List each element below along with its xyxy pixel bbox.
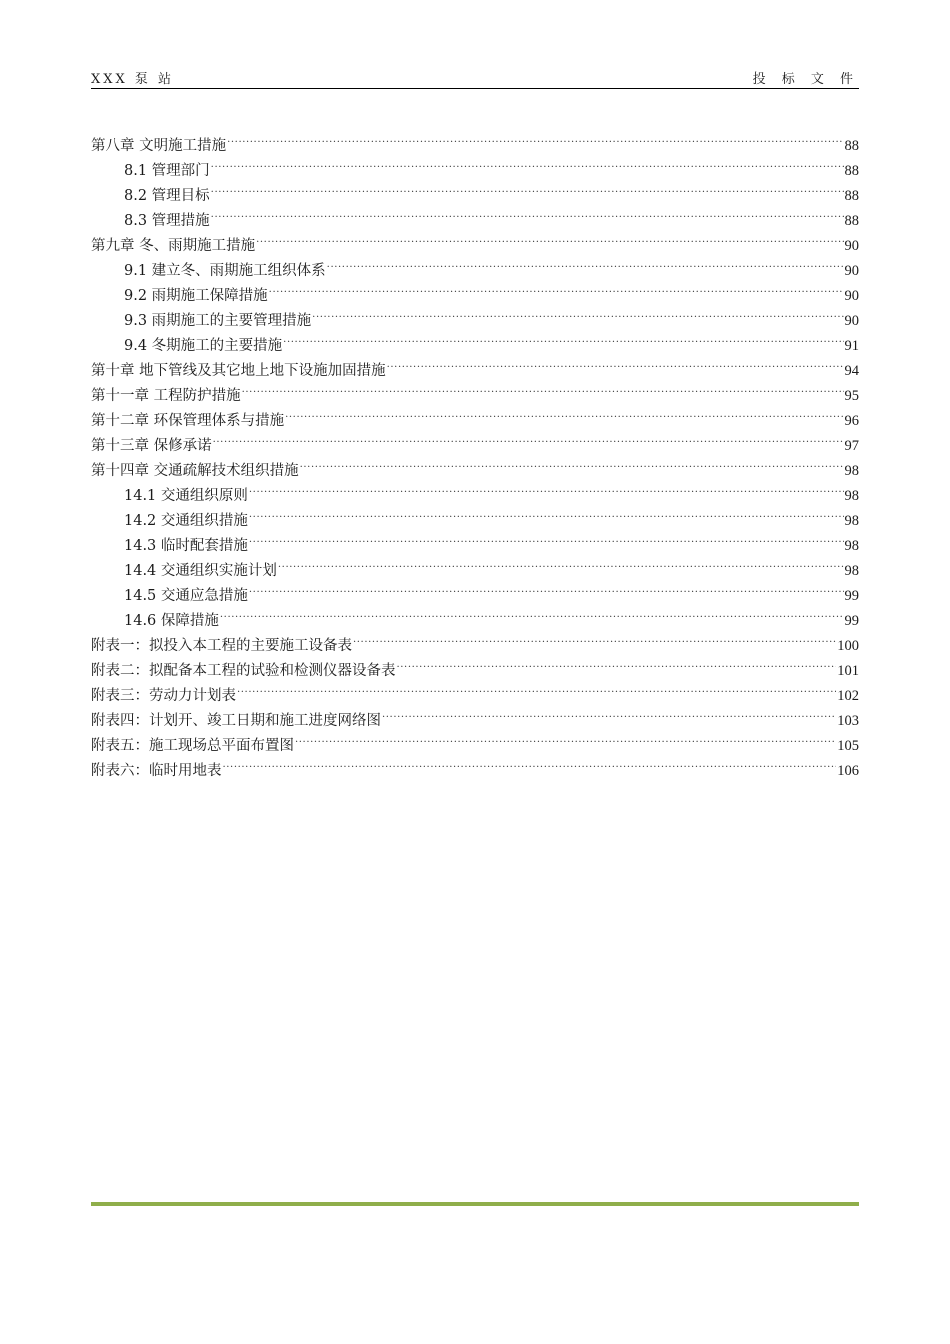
- toc-entry-title: 8.2 管理目标: [124, 188, 210, 204]
- toc-page-number: 88: [844, 188, 859, 204]
- toc-dot-leader: [382, 700, 836, 725]
- toc-entry-title: 第十三章 保修承诺: [91, 438, 212, 454]
- toc-page-number: 98: [844, 513, 859, 529]
- toc-page-number: 94: [844, 363, 859, 379]
- toc-dot-leader: [300, 450, 844, 475]
- toc-page-number: 100: [837, 638, 859, 654]
- toc-dot-leader: [397, 650, 837, 675]
- toc-dot-leader: [256, 225, 843, 250]
- toc-entry-title: 附表四：计划开、竣工日期和施工进度网络图: [91, 713, 381, 729]
- toc-page-number: 91: [844, 338, 859, 354]
- toc-entry-title: 9.3 雨期施工的主要管理措施: [124, 313, 312, 329]
- toc-page-number: 103: [837, 713, 859, 729]
- toc-entry-title: 14.6 保障措施: [124, 613, 219, 629]
- toc-page-number: 90: [844, 263, 859, 279]
- page-header: [91, 66, 859, 89]
- toc-page-number: 102: [837, 688, 859, 704]
- toc-entry-title: 8.1 管理部门: [124, 163, 210, 179]
- header-document-type: 投 标 文 件: [752, 72, 859, 87]
- toc-dot-leader: [327, 250, 844, 275]
- toc-dot-leader: [227, 125, 843, 150]
- toc-entry-title: 第十二章 环保管理体系与措施: [91, 413, 285, 429]
- toc-entry-title: 附表六：临时用地表: [91, 763, 222, 779]
- toc-entry-title: 附表三：劳动力计划表: [91, 688, 236, 704]
- toc-page-number: 98: [844, 463, 859, 479]
- toc-entry-title: 附表一：拟投入本工程的主要施工设备表: [91, 638, 352, 654]
- toc-entry-title: 第八章 文明施工措施: [91, 138, 227, 154]
- toc-page-number: 105: [837, 738, 859, 754]
- toc-page-number: 90: [844, 288, 859, 304]
- toc-page-number: 88: [844, 138, 859, 154]
- toc-entry-title: 14.2 交通组织措施: [124, 513, 248, 529]
- toc-dot-leader: [249, 525, 844, 550]
- toc-entry-title: 第十章 地下管线及其它地上地下设施加固措施: [91, 363, 386, 379]
- toc-dot-leader: [223, 750, 837, 775]
- toc-dot-leader: [295, 725, 836, 750]
- toc-entry-title: 14.5 交通应急措施: [124, 588, 248, 604]
- toc-entry-title: 14.3 临时配套措施: [124, 538, 248, 554]
- toc-dot-leader: [283, 325, 843, 350]
- toc-dot-leader: [237, 675, 836, 700]
- toc-dot-leader: [312, 300, 843, 325]
- toc-page-number: 88: [844, 213, 859, 229]
- toc-page-number: 98: [844, 488, 859, 504]
- toc-dot-leader: [285, 400, 843, 425]
- toc-entry-title: 14.4 交通组织实施计划: [124, 563, 277, 579]
- toc-page-number: 96: [844, 413, 859, 429]
- toc-entry-title: 附表二：拟配备本工程的试验和检测仪器设备表: [91, 663, 396, 679]
- footer-divider: [91, 1202, 859, 1206]
- toc-dot-leader: [353, 625, 836, 650]
- toc-page-number: 98: [844, 538, 859, 554]
- toc-page-number: 98: [844, 563, 859, 579]
- toc-dot-leader: [249, 500, 844, 525]
- toc-dot-leader: [387, 350, 844, 375]
- toc-entry-title: 8.3 管理措施: [124, 213, 210, 229]
- toc-dot-leader: [211, 150, 844, 175]
- toc-dot-leader: [249, 475, 844, 500]
- toc-dot-leader: [242, 375, 844, 400]
- toc-page-number: 97: [844, 438, 859, 454]
- toc-entry-title: 9.4 冬期施工的主要措施: [124, 338, 283, 354]
- toc-page-number: 99: [844, 588, 859, 604]
- toc-dot-leader: [211, 175, 844, 200]
- toc-dot-leader: [278, 550, 844, 575]
- toc-dot-leader: [269, 275, 844, 300]
- toc-entry-title: 第十四章 交通疏解技术组织措施: [91, 463, 299, 479]
- toc-page-number: 101: [837, 663, 859, 679]
- toc-dot-leader: [211, 200, 844, 225]
- toc-page-number: 95: [844, 388, 859, 404]
- toc-dot-leader: [213, 425, 844, 450]
- toc-entry-title: 9.2 雨期施工保障措施: [124, 288, 268, 304]
- table-of-contents: [91, 125, 859, 779]
- toc-page-number: 90: [844, 313, 859, 329]
- header-project-name: XXX 泵 站: [91, 72, 175, 87]
- toc-page-number: 99: [844, 613, 859, 629]
- toc-entry-title: 第十一章 工程防护措施: [91, 388, 241, 404]
- toc-entry-title: 附表五：施工现场总平面布置图: [91, 738, 294, 754]
- toc-dot-leader: [220, 600, 844, 625]
- toc-entry-title: 14.1 交通组织原则: [124, 488, 248, 504]
- toc-page-number: 88: [844, 163, 859, 179]
- toc-chapter-entry[interactable]: [91, 125, 859, 154]
- toc-page-number: 90: [844, 238, 859, 254]
- toc-dot-leader: [249, 575, 844, 600]
- toc-entry-title: 第九章 冬、雨期施工措施: [91, 238, 256, 254]
- toc-entry-title: 9.1 建立冬、雨期施工组织体系: [124, 263, 326, 279]
- toc-page-number: 106: [837, 763, 859, 779]
